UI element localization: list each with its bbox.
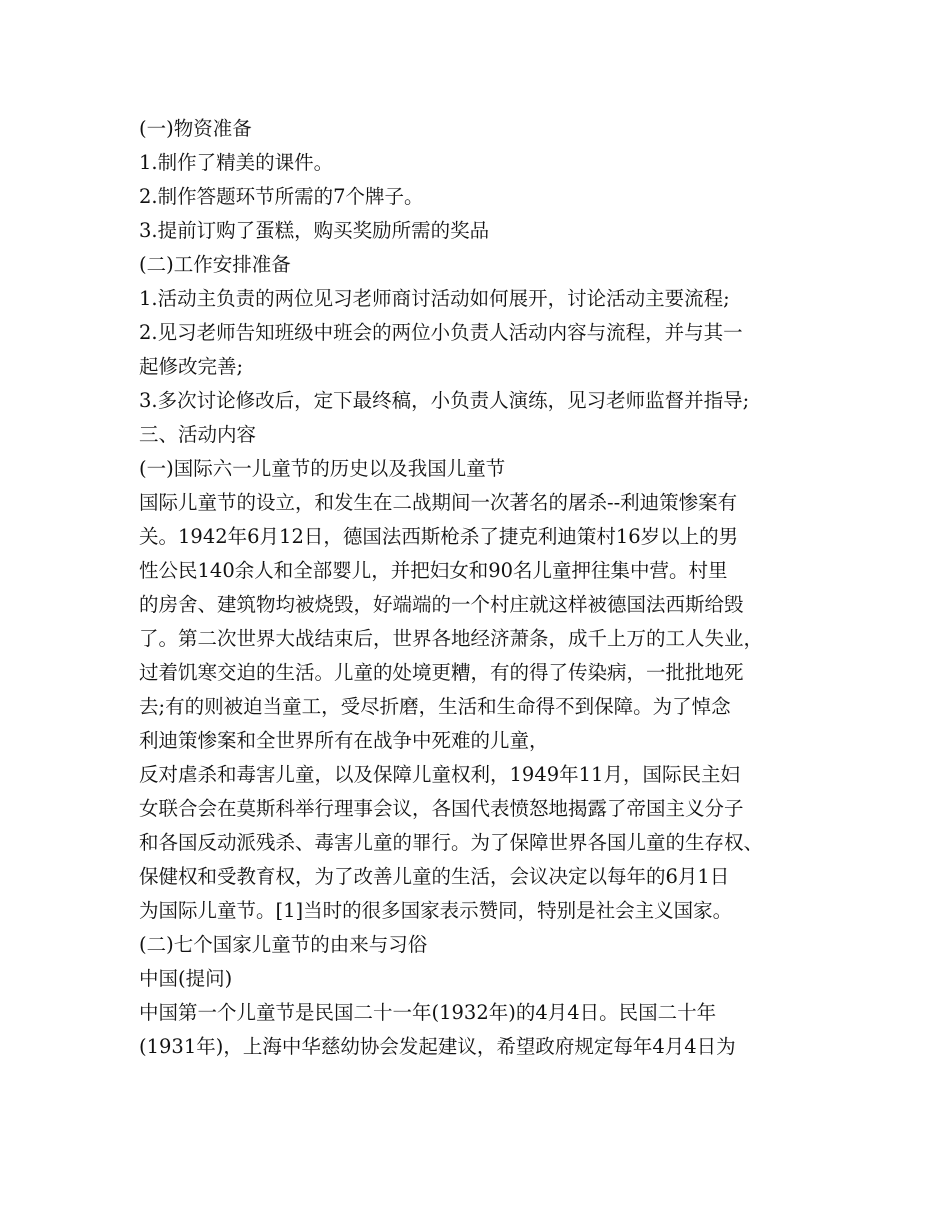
paragraph-line: 国际儿童节的设立，和发生在二战期间一次著名的屠杀--利迪策惨案有 [139,491,738,514]
text-line: 1.制作了精美的课件。 [139,151,334,174]
text-line: 3.提前订购了蛋糕，购买奖励所需的奖品 [139,219,490,242]
paragraph-line: 性公民140余人和全部婴儿，并把妇女和90名儿童押往集中营。村里 [139,559,728,582]
document-body [139,112,819,1064]
text-line: 2.见习老师告知班级中班会的两位小负责人活动内容与流程，并与其一 [139,321,743,344]
paragraph-line: 为国际儿童节。[1]当时的很多国家表示赞同，特别是社会主义国家。 [139,899,733,922]
paragraph-line: 的房舍、建筑物均被烧毁，好端端的一个村庄就这样被德国法西斯给毁 [139,593,744,616]
heading-seven-countries: (二)七个国家儿童节的由来与习俗 [139,933,428,956]
paragraph-line: (1931年)，上海中华慈幼协会发起建议，希望政府规定每年4月4日为 [139,1035,736,1058]
text-line: 起修改完善; [139,355,244,378]
text-line: 3.多次讨论修改后，定下最终稿，小负责人演练，见习老师监督并指导; [139,389,750,412]
paragraph-line: 保健权和受教育权，为了改善儿童的生活，会议决定以每年的6月1日 [139,865,730,888]
paragraph-line: 中国第一个儿童节是民国二十一年(1932年)的4月4日。民国二十年 [139,1001,717,1024]
paragraph-line: 反对虐杀和毒害儿童，以及保障儿童权利，1949年11月，国际民主妇 [139,763,740,786]
paragraph-line: 过着饥寒交迫的生活。儿童的处境更糟，有的得了传染病，一批批地死 [139,661,744,684]
heading-material-prep: (一)物资准备 [139,117,252,140]
heading-childrens-day-history: (一)国际六一儿童节的历史以及我国儿童节 [139,457,506,480]
heading-work-prep: (二)工作安排准备 [139,253,291,276]
heading-activity-content: 三、活动内容 [139,423,257,446]
paragraph-line: 和各国反动派残杀、毒害儿童的罪行。为了保障世界各国儿童的生存权、 [139,831,764,854]
paragraph-line: 了。第二次世界大战结束后，世界各地经济萧条，成千上万的工人失业， [139,627,764,650]
paragraph-line: 女联合会在莫斯科举行理事会议，各国代表愤怒地揭露了帝国主义分子 [139,797,744,820]
text-line: 2.制作答题环节所需的7个牌子。 [139,185,424,208]
paragraph-line: 利迪策惨案和全世界所有在战争中死难的儿童， [139,729,549,752]
text-line: 1.活动主负责的两位见习老师商讨活动如何展开，讨论活动主要流程; [139,287,730,310]
paragraph-line: 关。1942年6月12日，德国法西斯枪杀了捷克利迪策村16岁以上的男 [139,525,739,548]
heading-china-question: 中国(提问) [139,967,233,990]
paragraph-line: 去;有的则被迫当童工，受尽折磨，生活和生命得不到保障。为了悼念 [139,695,731,718]
